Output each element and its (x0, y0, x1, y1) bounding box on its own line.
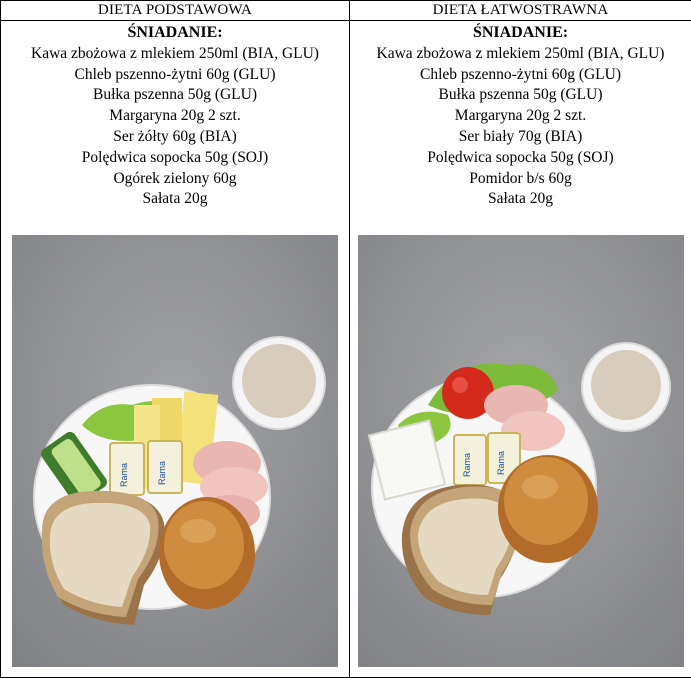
easy-digest-diet-cell (350, 21, 691, 678)
menu-item: Margaryna 20g 2 szt. (109, 107, 241, 125)
margarine-label: Rama (496, 450, 506, 476)
menu-item: Kawa zbożowa z mlekiem 250ml (BIA, GLU) (376, 44, 665, 62)
header-basic-diet: DIETA PODSTAWOWA (1, 1, 350, 21)
menu-item: Ogórek zielony 60g (113, 169, 237, 187)
meal-photo-illustration (12, 235, 338, 667)
easy-digest-diet-menu (350, 21, 691, 210)
menu-item: Chleb pszenno-żytni 60g (GLU) (74, 65, 276, 83)
menu-item: Bułka pszenna 50g (GLU) (438, 86, 603, 104)
menu-item: Margaryna 20g 2 szt. (454, 107, 587, 125)
easy-digest-diet-meal-photo (358, 235, 684, 667)
menu-item: Kawa zbożowa z mlekiem 250ml (BIA, GLU) (31, 44, 319, 62)
basic-diet-menu (1, 21, 349, 210)
margarine-label: Rama (119, 462, 129, 488)
menu-item: Polędwica sopocka 50g (SOJ) (81, 148, 269, 166)
menu-item: Chleb pszenno-żytni 60g (GLU) (419, 65, 622, 83)
menu-item: Bułka pszenna 50g (GLU) (93, 86, 257, 104)
basic-diet-meal-photo (12, 235, 338, 667)
meal-photo-illustration (358, 235, 684, 667)
margarine-label: Rama (157, 460, 167, 486)
menu-item: Ser żółty 60g (BIA) (113, 127, 237, 145)
basic-diet-cell (1, 21, 350, 678)
menu-item: Sałata 20g (142, 190, 208, 208)
margarine-label: Rama (462, 452, 472, 478)
meal-title: ŚNIADANIE: (472, 24, 569, 41)
menu-item: Sałata 20g (488, 190, 553, 208)
header-easy-digest-diet: DIETA ŁATWOSTRAWNA (350, 1, 691, 21)
menu-item: Polędwica sopocka 50g (SOJ) (427, 148, 614, 166)
menu-item: Ser biały 70g (BIA) (458, 127, 583, 145)
menu-item: Pomidor b/s 60g (469, 169, 572, 187)
meal-title: ŚNIADANIE: (127, 24, 223, 41)
